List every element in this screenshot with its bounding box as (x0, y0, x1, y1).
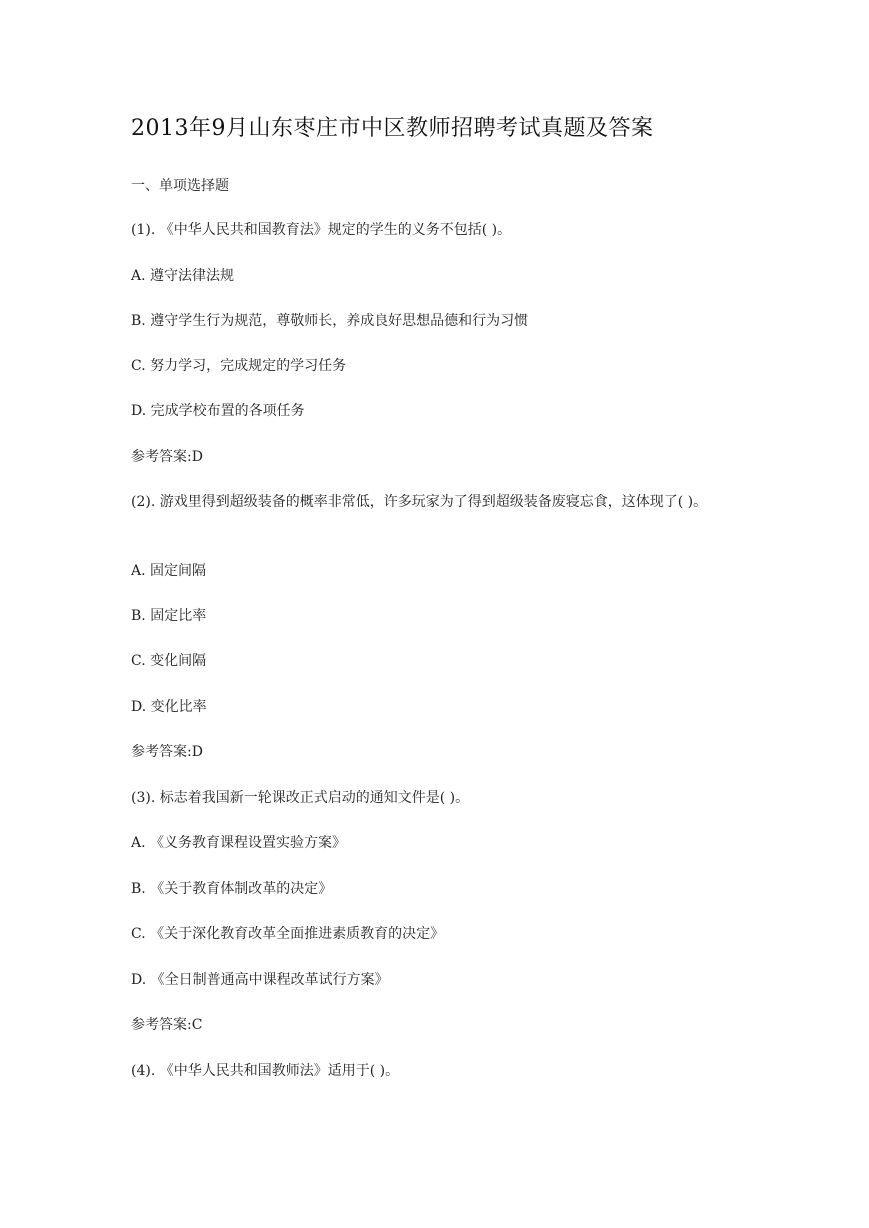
option-b: B. 《关于教育体制改革的决定》 (131, 881, 333, 897)
option-c: C. 变化间隔 (131, 653, 207, 669)
question-stem: (4). 《中华人民共和国教师法》适用于( )。 (131, 1063, 400, 1079)
page-title: 2013年9月山东枣庄市中区教师招聘考试真题及答案 (131, 116, 654, 141)
question-stem: (1). 《中华人民共和国教育法》规定的学生的义务不包括( )。 (131, 222, 512, 238)
question-stem: (2). 游戏里得到超级装备的概率非常低，许多玩家为了得到超级装备废寝忘食，这体现了( )。 (131, 494, 708, 510)
option-d: D. 《全日制普通高中课程改革试行方案》 (131, 972, 389, 988)
option-c: C. 努力学习，完成规定的学习任务 (131, 358, 347, 374)
option-a: A. 遵守法律法规 (131, 268, 235, 284)
option-d: D. 变化比率 (131, 699, 207, 715)
option-c: C. 《关于深化教育改革全面推进素质教育的决定》 (131, 926, 445, 942)
option-d: D. 完成学校布置的各项任务 (131, 403, 305, 419)
section-heading: 一、单项选择题 (131, 178, 229, 194)
answer-text: 参考答案:D (131, 744, 203, 760)
answer-text: 参考答案:C (131, 1017, 203, 1033)
option-b: B. 遵守学生行为规范，尊敬师长，养成良好思想品德和行为习惯 (131, 313, 529, 329)
option-a: A. 固定间隔 (131, 563, 207, 579)
option-b: B. 固定比率 (131, 608, 207, 624)
answer-text: 参考答案:D (131, 449, 203, 465)
option-a: A. 《义务教育课程设置实验方案》 (131, 835, 347, 851)
question-stem: (3). 标志着我国新一轮课改正式启动的通知文件是( )。 (131, 790, 470, 806)
